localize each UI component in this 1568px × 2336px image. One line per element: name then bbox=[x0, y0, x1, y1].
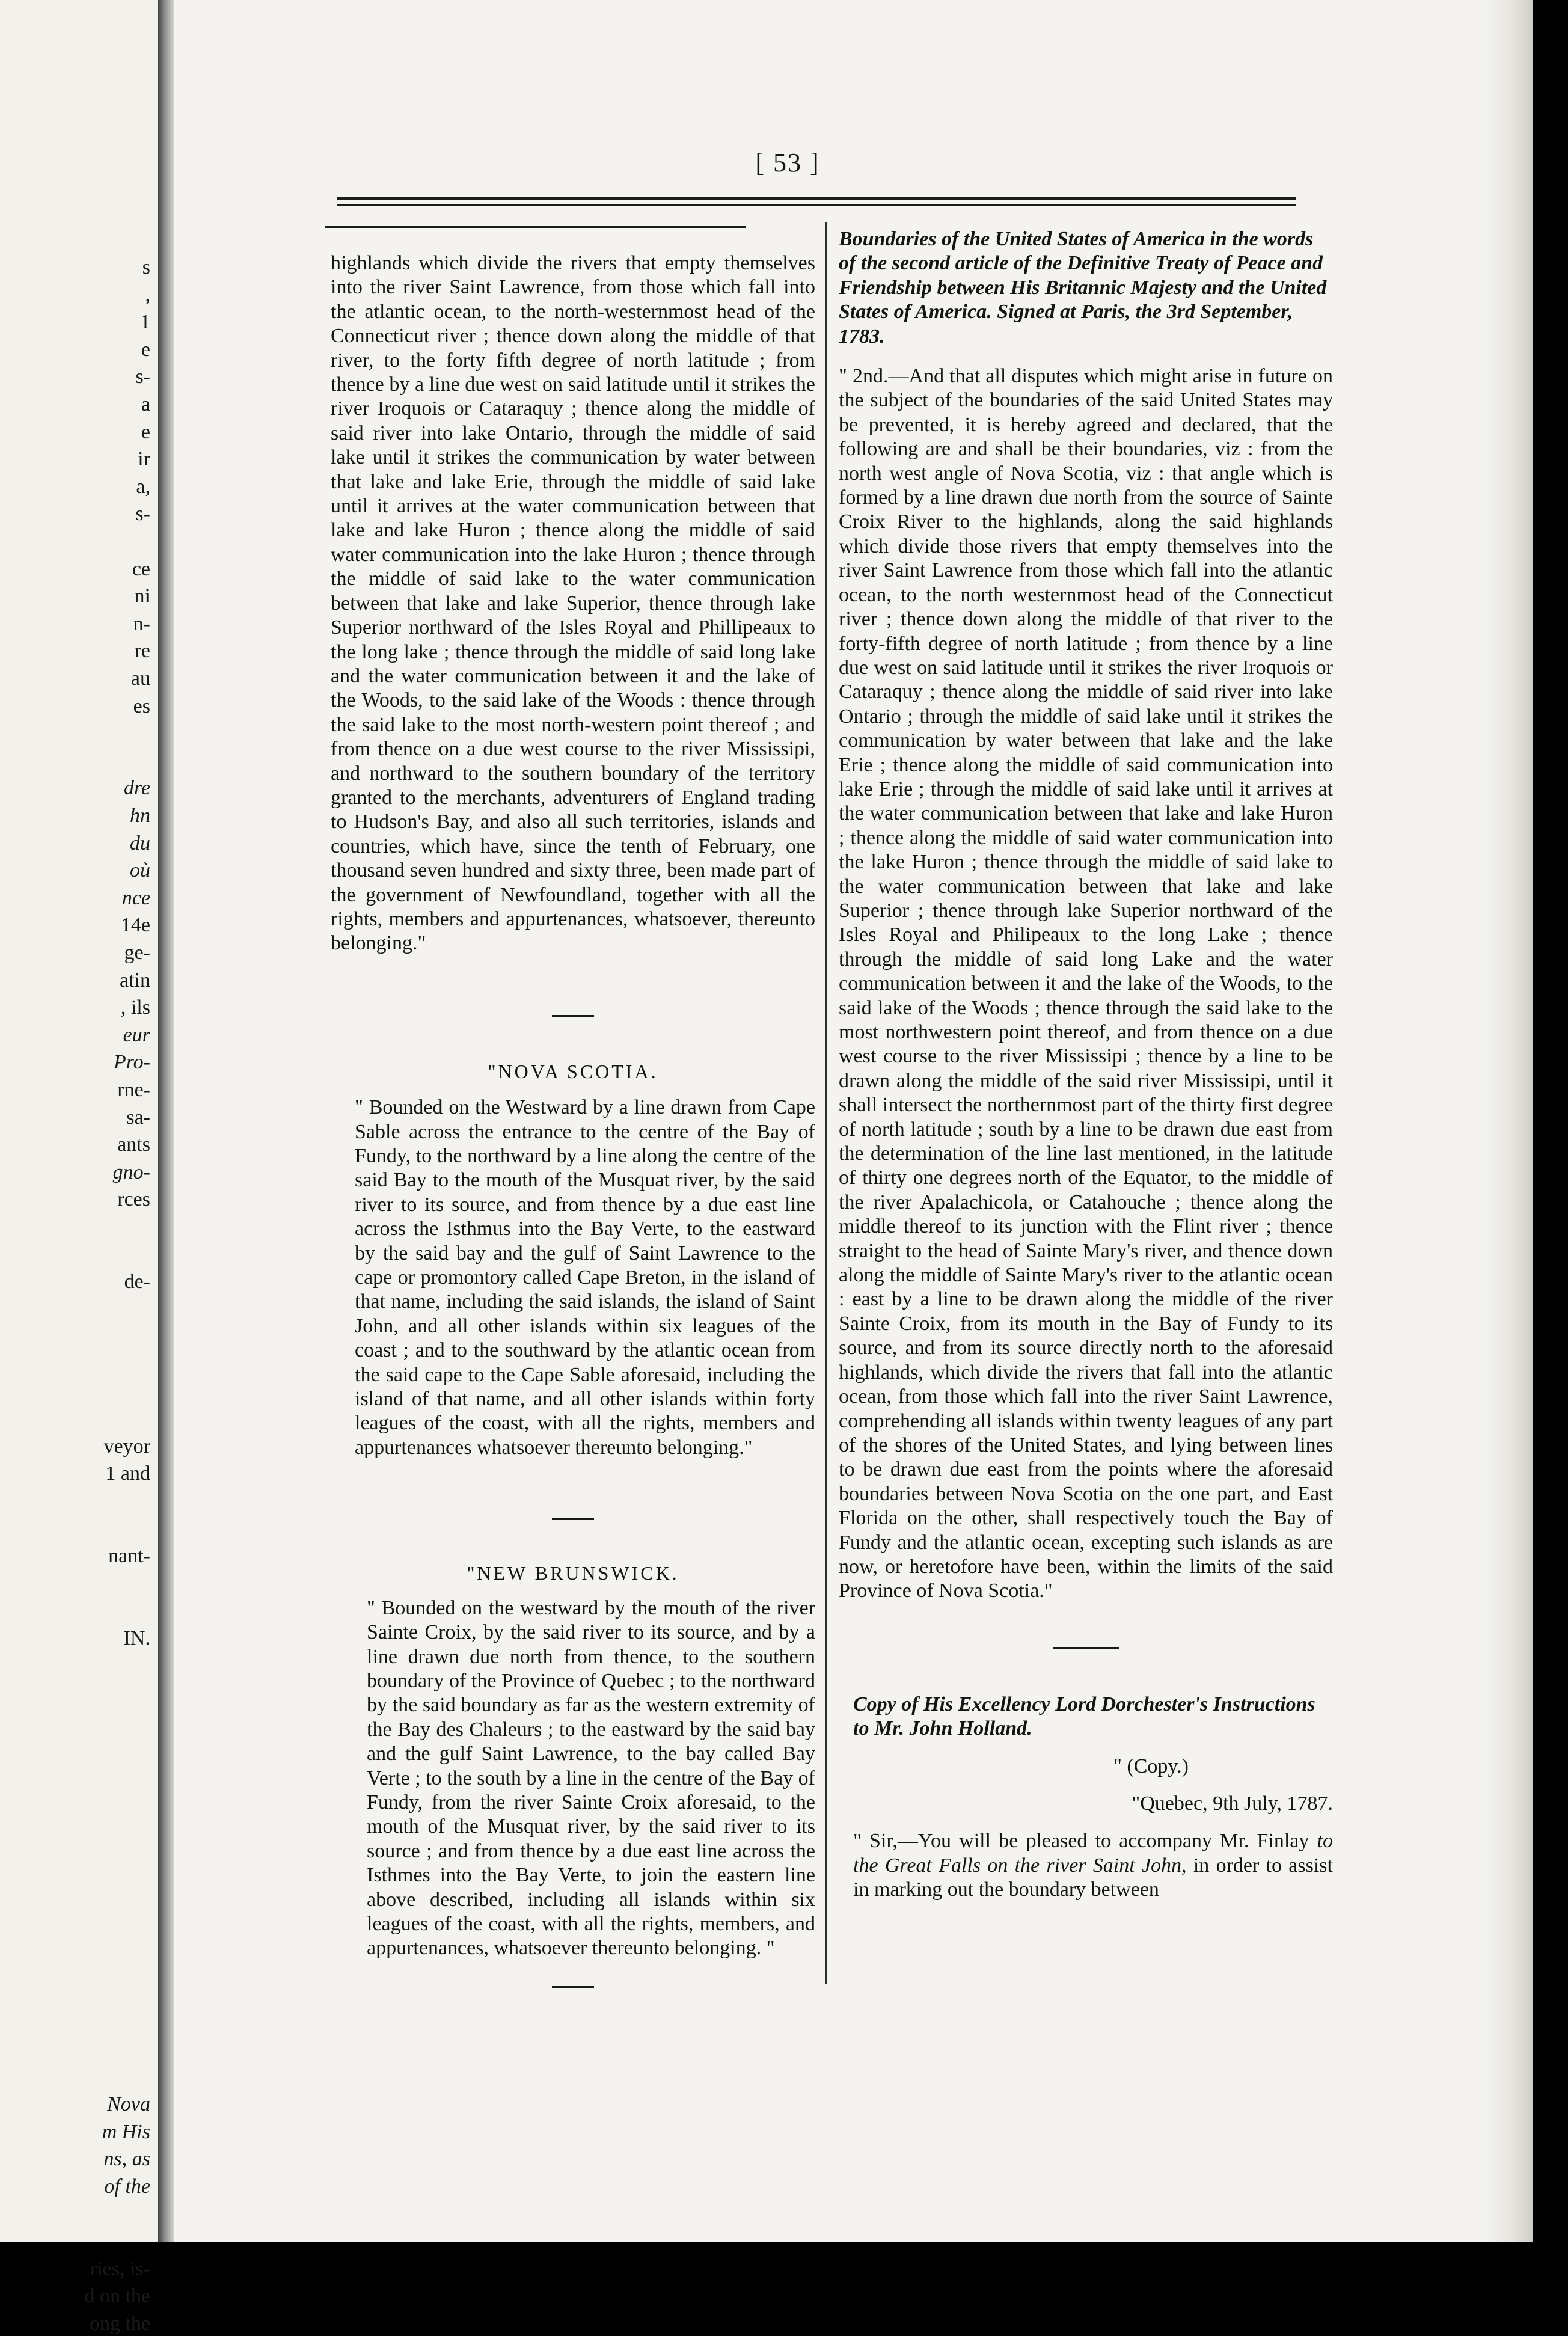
facing-page-fragment: s- bbox=[135, 503, 150, 526]
facing-page-fragment: s bbox=[142, 256, 150, 278]
facing-page-fragment: re bbox=[134, 640, 150, 663]
facing-page-fragment: of the bbox=[104, 2175, 150, 2198]
letter-text-continued: in order to assist in marking out the boundary between bbox=[853, 1854, 1333, 1901]
facing-page-fragment: n- bbox=[133, 612, 150, 635]
treaty-paragraph: " 2nd.—And that all disputes which might arise in future on the subject of the boundaries of the said United States may be prevented, it is hereby agreed and declared, that the following are and shall be their boundaries, viz : from the north west angle of Nova Scotia, viz : that angle which is formed by a line drawn due north from the source of Sainte Croix River to the highlands, along the said highlands which divide those rivers that empty themselves into the river Saint Lawrence from those which fall into the atlantic ocean, to the north westernmost head of the Connecticut river ; thence down along the middle of that river to the forty-fifth degree of north latitude ; from thence by a line due west on said latitude until it strikes the river Iroquois or Cataraquy ; thence along the middle of said river into lake Ontario ; through the middle of said lake until it strikes the communication by water between that lake and the lake Erie ; thence along the middle of said communication into lake Erie ; through the middle of said lake until it arrives at the water communication between that lake and lake Huron ; thence along the middle of said water communication into the lake Huron ; thence through the middle of said lake to the water communication between that lake and lake Superior ; thence through lake Superior northward of the Isles Royal and Philipeaux to the long Lake ; thence through the middle of said long Lake and the water communication between it and the lake of the Woods, to the said lake of the Woods ; thence through the said lake to the most northwestern point thereof, and from thence on a due west course to the river Mississipi ; thence by a line to be drawn along the middle of the said river Mississipi, until it shall intersect the northernmost part of the thirty first degree of north latitude ; south by a line to be drawn due east from the determination of the line last mentioned, in the latitude of thirty one degrees north of the Equator, to the middle of the river Apalachicola, or Catahouche ; thence along the middle thereof to its junction with the Flint river ; thence straight to the head of Sainte Mary's river, and thence down along the middle of Sainte Mary's river to the atlantic ocean : east by a line to be drawn along the middle of the river Sainte Croix, from its mouth in the Bay of Fundy to its source, and from its source directly north to the aforesaid highlands, which divide the rivers that fall into the atlantic ocean, from those which fall into the river Saint Lawrence, comprehending all islands within twenty leagues of any part of the shores of the United States, and lying between lines to be drawn due east from the points where the aforesaid boundaries between Nova Scotia on the one part, and East Florida on the other, shall respectively touch the Bay of Fundy and the atlantic ocean, excepting such islands as are now, or heretofore have been, within the limits of the said Province of Nova Scotia." bbox=[839, 365, 1333, 1602]
nova-scotia-paragraph: " Bounded on the Westward by a line drawn from Cape Sable across the entrance to the centre of the Bay of Fundy, to the northward by a line along the centre of the said Bay to the mouth of the Musquat river, by the said river to its source, and from thence by a due east line across the Isthmus into the Bay Verte, to the eastward by the said bay and the gulf of Saint Lawrence to the cape or promontory called Cape Breton, in the island of that name, including the said islands, the island of Saint John, and all other islands within six leagues of the coast ; and to the southward by the atlantic ocean from the said cape to the Cape Sable aforesaid, including the island of that name, and all other islands within forty leagues of the coast, with all the rights, members and appurtenances whatsoever thereunto belonging." bbox=[355, 1096, 815, 1459]
treaty-title: Boundaries of the United States of America in the words of the second article of the Definitive Treaty of Peace and Friendship between His Britannic Majesty and the United States of America. Signed at Paris, the 3rd September, 1783. bbox=[839, 228, 1327, 348]
facing-page-fragment: 14e bbox=[120, 914, 150, 937]
facing-page-fragment: e bbox=[141, 420, 150, 443]
copy-title: Copy of His Excellency Lord Dorchester's Instructions to Mr. John Holland. bbox=[853, 1693, 1315, 1740]
continued-boundary-paragraph: highlands which divide the rivers that empty themselves into the river Saint Lawrence, from those which fall into the atlantic ocean, to the north-westernmost head of the Connecticut river ; thence down along the middle of that river, to the forty fifth degree of north latitude ; from thence by a line due west on said latitude until it strikes the river Iroquois or Cataraquy ; thence along the middle of said river into lake Ontario, through the middle of said lake until it strikes the communication by water between that lake and lake Erie, through the middle of said lake until it arrives at the water communication between that lake and lake Huron ; thence along the middle of said water communication into the lake Huron ; thence through the middle of said lake to the water communication between that lake and lake Superior, thence through lake Superior northward of the Isles Royal and Phillipeaux to the long lake ; thence through the middle of said long lake and the water communication between it and the lake of the Woods, to the said lake of the Woods : thence through the said lake to the most north-western point thereof ; and from thence on a due west course to the river Mississipi, and northward to the southern boundary of the territory granted to the merchants, adventurers of England trading to Hudson's Bay, and also all such territories, islands and countries, which have, since the tenth of February, one thousand seven hundred and sixty three, been made part of the government of Newfoundland, together with all the rights, members and appurtenances, whatsoever, thereunto belonging." bbox=[331, 252, 815, 955]
facing-page-fragment: nce bbox=[121, 886, 150, 909]
facing-page-fragment: rces bbox=[117, 1188, 150, 1211]
facing-page-fragment: ni bbox=[134, 585, 150, 608]
facing-page-fragment: gno- bbox=[112, 1160, 150, 1183]
facing-page-fragment: nant- bbox=[108, 1545, 150, 1568]
facing-page-fragment: ge- bbox=[124, 942, 150, 964]
facing-page-fragment: a bbox=[141, 393, 150, 415]
letter-text: —You will be pleased to accompany Mr. Finlay bbox=[897, 1830, 1317, 1853]
new-brunswick-heading: "NEW BRUNSWICK. bbox=[467, 1562, 679, 1584]
facing-page-fragment: où bbox=[130, 859, 150, 882]
left-column bbox=[331, 251, 815, 1988]
facing-page-text-fragments bbox=[0, 0, 158, 2335]
nova-scotia-heading: "NOVA SCOTIA. bbox=[488, 1060, 658, 1082]
facing-page-fragment: 1 and bbox=[105, 1462, 150, 1485]
facing-page-fragment: atin bbox=[120, 969, 150, 992]
facing-page-fragment: Pro- bbox=[113, 1051, 150, 1074]
section-separator bbox=[552, 1986, 594, 1988]
facing-page bbox=[0, 0, 158, 2335]
facing-page-fragment: de- bbox=[124, 1271, 150, 1293]
facing-page-fragment: ants bbox=[117, 1133, 150, 1156]
facing-page-fragment: IN. bbox=[123, 1627, 150, 1649]
facing-page-fragment: sa- bbox=[126, 1106, 150, 1129]
facing-page-fragment: s- bbox=[135, 366, 150, 388]
header-rule bbox=[337, 197, 1296, 200]
header-rule-thin bbox=[337, 204, 1296, 206]
facing-page-fragment: rne- bbox=[117, 1079, 150, 1101]
facing-page-fragment: m His bbox=[102, 2120, 150, 2143]
letter-opening bbox=[839, 1829, 1333, 1902]
facing-page-fragment: au bbox=[130, 667, 150, 690]
facing-page-fragment: es bbox=[133, 694, 150, 717]
facing-page-fragment: veyor bbox=[103, 1435, 150, 1458]
facing-page-fragment: 1 bbox=[140, 311, 150, 334]
facing-page-fragment: a, bbox=[136, 475, 150, 498]
column-divider bbox=[825, 222, 827, 1984]
facing-page-fragment: , bbox=[145, 283, 150, 306]
facing-page-fragment: Nova bbox=[107, 2093, 150, 2116]
left-column-rule bbox=[325, 226, 746, 228]
page-edge bbox=[1485, 0, 1533, 2242]
facing-page-fragment: ir bbox=[138, 448, 150, 471]
facing-page-fragment: ns, as bbox=[103, 2148, 150, 2171]
facing-page-fragment: hn bbox=[130, 805, 150, 827]
facing-page-fragment: , ils bbox=[120, 996, 150, 1019]
letter-date: "Quebec, 9th July, 1787. bbox=[1132, 1792, 1333, 1815]
facing-page-fragment: d on the bbox=[84, 2285, 150, 2308]
right-column bbox=[839, 227, 1333, 1902]
facing-page-fragment: eur bbox=[123, 1023, 150, 1046]
facing-page-fragment: ce bbox=[132, 557, 150, 580]
book-gutter bbox=[158, 0, 174, 2242]
facing-page-fragment: ong the bbox=[89, 2313, 150, 2335]
facing-page-fragment: dre bbox=[123, 777, 150, 800]
new-brunswick-paragraph: " Bounded on the westward by the mouth of the river Sainte Croix, by the said river to its source, and by a line drawn due north from thence, to the southern boundary of the Province of Quebec ; to the northward by the said boundary as far as the western extremity of the Bay des Chaleurs ; to the eastward by the said bay and the gulf Saint Lawrence, to the bay called Bay Verte ; to the south by a line in the centre of the Bay of Fundy, from the river Sainte Croix aforesaid, to the mouth of the Musquat river, by the said river to its source ; and from thence by a due east line across the Isthmes into the Bay Verte, to join the eastern line above described, including all islands within six leagues of the coast, with all the rights, members, and appurtenances, whatsoever thereunto belonging. " bbox=[367, 1596, 815, 1960]
letter-text-italic: to the Great Falls on the river Saint John, bbox=[853, 1830, 1333, 1877]
facing-page-fragment: du bbox=[130, 832, 150, 854]
letter-salutation: " Sir, bbox=[853, 1830, 898, 1853]
page-number: [ 53 ] bbox=[755, 148, 820, 177]
copy-note: " (Copy.) bbox=[1113, 1755, 1189, 1777]
facing-page-fragment: e bbox=[141, 338, 150, 361]
facing-page-fragment: ries, is- bbox=[90, 2257, 150, 2280]
